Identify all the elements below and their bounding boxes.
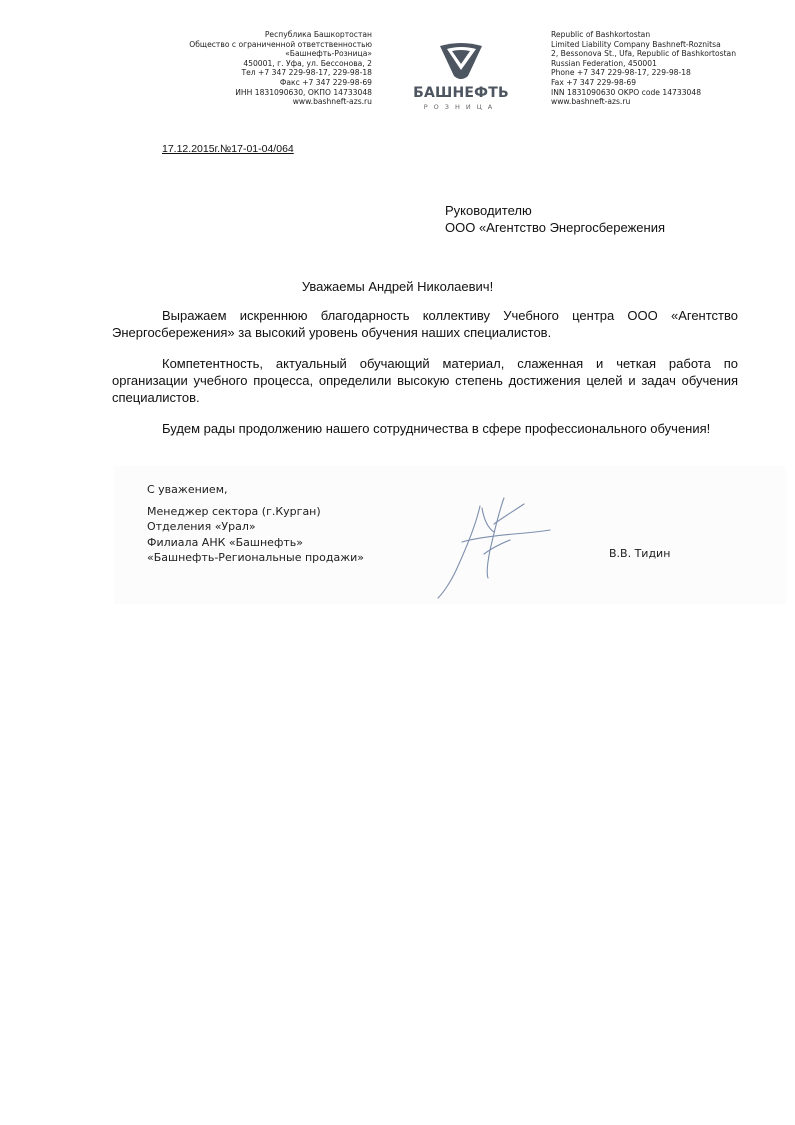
letterhead-line: Факс +7 347 229-98-69: [279, 77, 372, 87]
letterhead-line: INN 1831090630 OKPO code 14733048: [551, 87, 702, 97]
body-paragraph: Компетентность, актуальный обучающий материал, слаженная и четкая работа по организации учебного процесса, определили высокую степень достижения целей и задач обучения специалистов.: [112, 356, 738, 405]
letter-body: [112, 307, 738, 451]
handwritten-signature-icon: [432, 494, 552, 600]
letterhead-line: Republic of Bashkortostan: [551, 30, 651, 39]
logo-wordmark: БАШНЕФТЬ: [413, 85, 509, 101]
logo-subtitle: РОЗНИЦА: [423, 103, 499, 111]
letterhead-line: Russian Federation, 450001: [551, 58, 657, 68]
closing-phrase: С уважением,: [147, 483, 228, 496]
outgoing-reference: 17.12.2015г.№17-01-04/064: [162, 143, 294, 155]
bashneft-logo-icon: [438, 40, 484, 82]
letterhead-line: Тел +7 347 229-98-17, 229-98-18: [241, 68, 372, 78]
letterhead-line: Limited Liability Company Bashneft-Roznitsa: [551, 39, 721, 49]
letterhead-line: ИНН 1831090630, ОКПО 14733048: [235, 87, 372, 97]
signatory-position-line: Филиала АНК «Башнефть»: [147, 535, 303, 549]
signatory-details: [147, 482, 364, 566]
letterhead-line: Fax +7 347 229-98-69: [551, 77, 637, 87]
letterhead-line: 450001, г. Уфа, ул. Бессонова, 2: [243, 58, 372, 68]
letterhead-line: Общество с ограниченной ответственностью: [189, 39, 372, 49]
addressee-organization: ООО «Агентство Энергосбережения: [445, 220, 665, 235]
letterhead-line: Phone +7 347 229-98-17, 229-98-18: [551, 68, 691, 78]
signatory-position-line: «Башнефть-Региональные продажи»: [147, 551, 364, 564]
letterhead-address-ru: [150, 30, 372, 107]
letterhead-line: «Башнефть-Розница»: [285, 49, 372, 59]
company-logo: [406, 40, 516, 120]
signature-block: [114, 466, 786, 604]
letterhead-line: www.bashneft-azs.ru: [551, 97, 631, 107]
signatory-position-line: Менеджер сектора (г.Курган): [147, 504, 321, 518]
body-paragraph: Выражаем искреннюю благодарность коллективу Учебного центра ООО «Агентство Энергосбережения» за высокий уровень обучения наших специалистов.: [112, 308, 738, 340]
signatory-name: В.В. Тидин: [609, 547, 671, 560]
letterhead-address-en: [551, 30, 766, 107]
salutation: Уважаемы Андрей Николаевич!: [301, 279, 494, 294]
addressee-block: [445, 202, 665, 236]
letterhead-line: 2, Bessonova St., Ufa, Republic of Bashkortostan: [551, 49, 737, 59]
letterhead-line: Республика Башкортостан: [264, 30, 372, 39]
body-paragraph: Будем рады продолжению нашего сотрудничества в сфере профессионального обучения!: [162, 421, 711, 436]
addressee-title: Руководителю: [445, 203, 532, 218]
letterhead-line: www.bashneft-azs.ru: [292, 97, 372, 107]
signatory-position-line: Отделения «Урал»: [147, 520, 256, 533]
